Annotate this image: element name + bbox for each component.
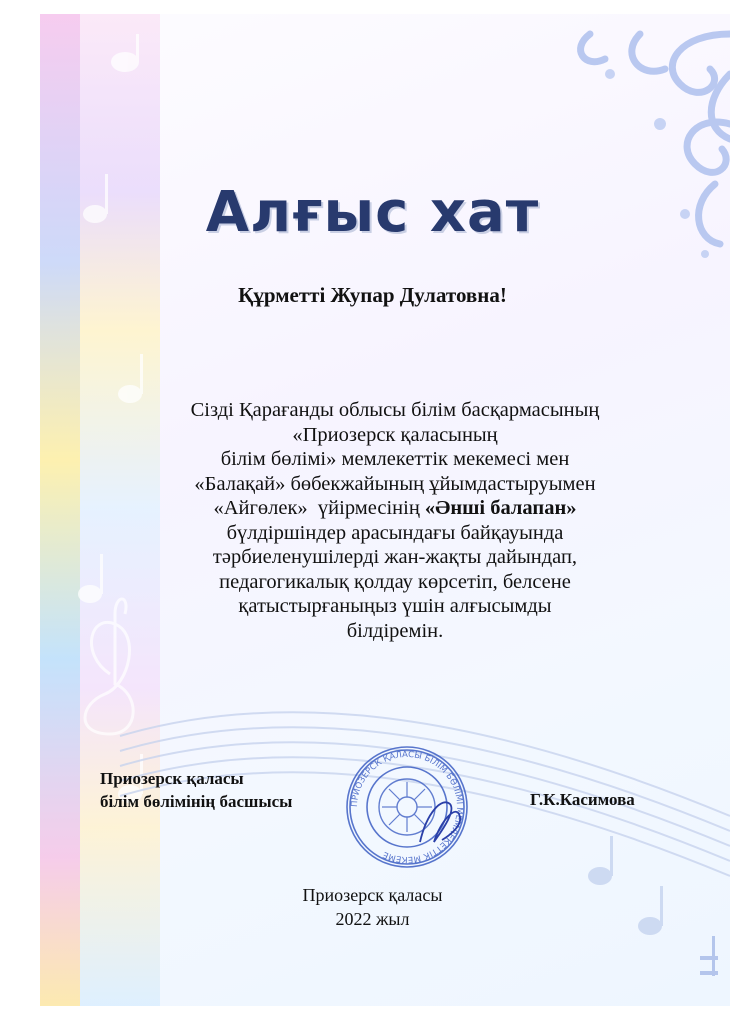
body-line: «Балақай» бөбекжайының ұйымдастыруымен	[194, 472, 596, 495]
body-line: білдіремін.	[346, 619, 444, 642]
stamp-text: ПРИОЗЕРСК ҚАЛАСЫ БІЛІМ БӨЛІМІ МЕМЛЕКЕТТІК МЕКЕМЕ	[349, 749, 465, 865]
official-stamp	[342, 742, 472, 872]
body-line	[150, 496, 640, 521]
certificate-title: Алғыс хат	[205, 180, 540, 245]
footer-city: Приозерск қаласы	[302, 885, 443, 905]
contest-name: «Әнші балапан»	[424, 497, 577, 519]
body-line: білім бөлімі» мемлекеттік мекемесі мен	[220, 448, 570, 470]
body-line: «Приозерск қаласының	[292, 423, 498, 446]
footer-year: 2022 жыл	[335, 909, 410, 929]
footer	[0, 883, 745, 931]
emblem-icon	[379, 779, 435, 835]
body-line: қатыстырғаныңыз үшін алғысымды	[238, 595, 552, 617]
club-name: «Айгөлек» үйірмесінің	[213, 497, 425, 519]
signatory-position	[100, 767, 292, 813]
body-line: педагогикалық қолдау көрсетіп, белсене	[219, 570, 571, 593]
body-line: тәрбиеленушілерді жан-жақты дайындап,	[212, 546, 578, 568]
salutation: Құрметті Жупар Дулатовна!	[238, 283, 507, 307]
body-line: бүлдіршіндер арасындағы байқауында	[226, 521, 564, 544]
signatory-name: Г.К.Касимова	[530, 790, 635, 809]
body-text	[150, 398, 640, 643]
position-line: білім бөлімінің басшысы	[100, 792, 293, 811]
position-line: Приозерск қаласы	[100, 769, 244, 788]
body-line: Сізді Қарағанды облысы білім басқармасының	[190, 399, 600, 421]
